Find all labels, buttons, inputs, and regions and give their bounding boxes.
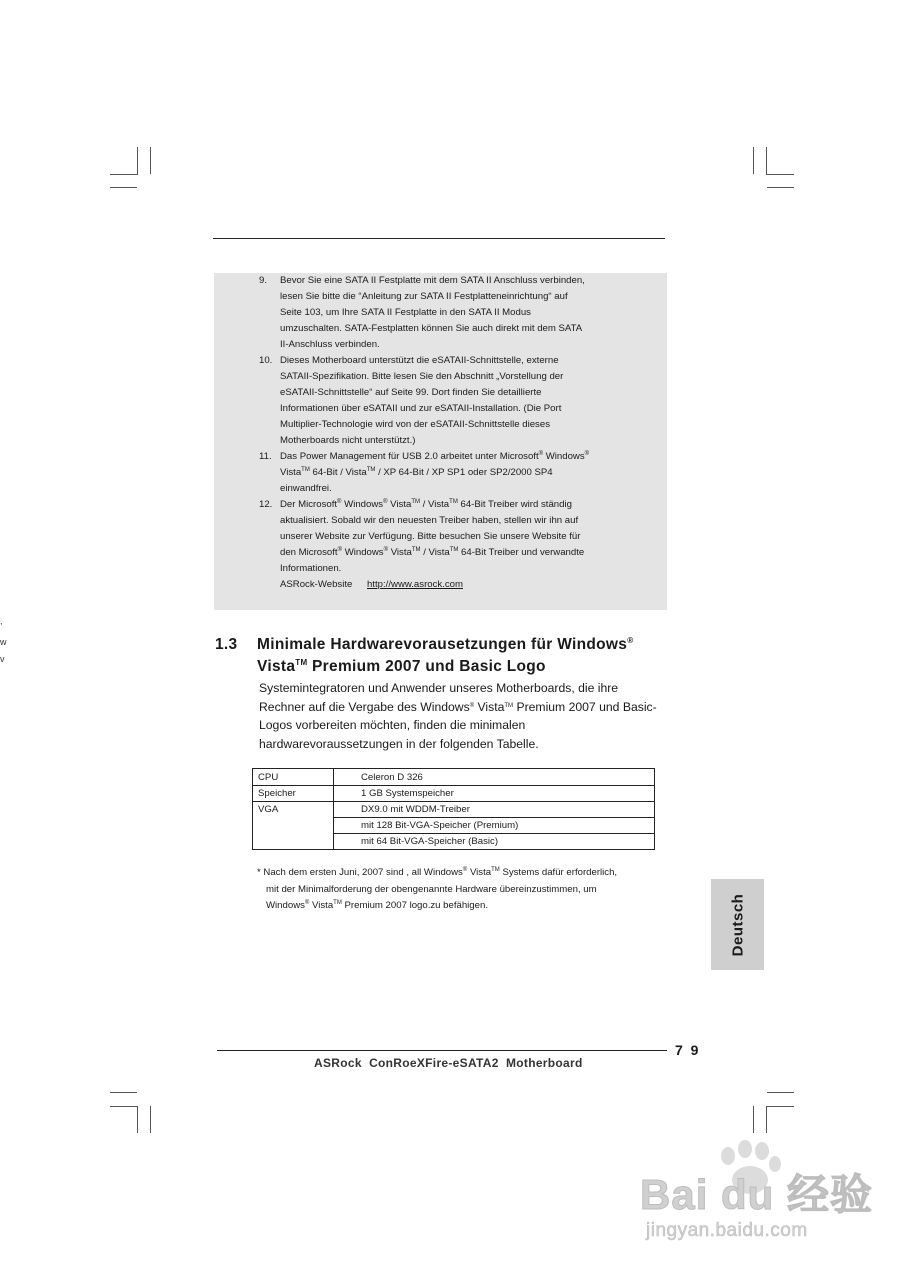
table-cell-value: 1 GB Systemspeicher [361,788,454,799]
note-line: aktualisiert. Sobald wir den neuesten Treiber haben, stellen wir ihn auf [280,515,579,526]
footnote-line: mit der Minimalforderung der obengenannte Hardware übereinzustimmen, um [266,883,597,895]
watermark-brand: Bai du 经验 [640,1171,874,1218]
footer-rule [217,1050,667,1051]
note-line: SATAII-Spezifikation. Bitte lesen Sie den Abschnitt „Vorstellung der [280,371,564,382]
footnote-line: Windows® Vista™ Premium 2007 logo.zu befähigen. [266,900,488,911]
note-number: 11. [259,451,272,462]
crop-mark [753,147,754,174]
table-cell-value: mit 128 Bit-VGA-Speicher (Premium) [361,820,519,831]
crop-mark [110,1106,138,1107]
crop-mark [766,1106,767,1133]
table-cell-component: CPU [258,772,279,783]
note-line: lesen Sie bitte die “Anleitung zur SATA II Festplatteneinrichtung“ auf [280,291,568,302]
paragraph-line: Logos vorbereiten möchten, finden die minimalen [259,718,526,733]
table-divider [253,785,654,786]
table-cell-value: mit 64 Bit-VGA-Speicher (Basic) [361,836,499,847]
crop-mark [766,174,794,175]
edge-mark: w [0,637,7,647]
intro-paragraph [259,679,667,753]
note-line: Informationen über eSATAII und zur eSATAII-Installation. (Die Port [280,403,562,414]
notes-list [259,273,631,593]
section-title-line: Vista™ Premium 2007 und Basic Logo [257,658,546,675]
note-line: Seite 103, um Ihre SATA II Festplatte in den SATA II Modus [280,307,531,318]
table-cell-value: Celeron D 326 [361,772,423,783]
crop-mark [150,1106,151,1133]
header-rule [213,238,665,239]
table-divider [333,769,334,849]
note-item [259,273,631,353]
section-title-line: Minimale Hardwarevorausetzungen für Windows® [257,636,634,653]
table-cell-component: VGA [258,804,279,815]
note-line: Bevor Sie eine SATA II Festplatte mit dem SATA II Anschluss verbinden, [280,275,585,286]
website-link[interactable]: http://www.asrock.com [367,579,463,590]
website-label: ASRock-Website [280,579,353,590]
note-line: eSATAII-Schnittstelle“ auf Seite 99. Dort finden Sie detaillierte [280,387,542,398]
note-number: 10. [259,355,273,366]
crop-mark [766,147,767,174]
note-item [259,449,631,497]
crop-mark [110,187,137,188]
table-cell-value: DX9.0 mit WDDM-Treiber [361,804,470,815]
note-line: unserer Website zur Verfügung. Bitte besuchen Sie unsere Website für [280,531,581,542]
footnote-line: * Nach dem ersten Juni, 2007 sind , all Windows® Vista™ Systems dafür erforderlich, [257,867,618,878]
footnote [257,865,677,915]
table-divider [253,801,654,802]
section-number: 1.3 [215,636,238,653]
note-line: Multiplier-Technologie wird von der eSATAII-Schnittstelle dieses [280,419,550,430]
table-divider [333,833,654,834]
language-tab [711,879,764,970]
note-line: II-Anschluss verbinden. [280,339,380,350]
crop-mark [110,1092,137,1093]
edge-mark: , [0,616,3,626]
paragraph-line: hardwarevoraussetzungen in der folgenden Tabelle. [259,736,539,751]
crop-mark [150,147,151,174]
note-line: umzuschalten. SATA-Festplatten können Sie auch direkt mit dem SATA [280,323,583,334]
crop-mark [753,1106,754,1133]
crop-mark [767,187,794,188]
note-line: einwandfrei. [280,483,332,494]
crop-mark [767,1092,794,1093]
crop-mark [110,174,138,175]
footer-title: ASRock ConRoeXFire-eSATA2 Motherboard [314,1056,583,1070]
watermark-url: jingyan.baidu.com [646,1220,808,1241]
note-item [259,497,631,593]
language-tab-label: Deutsch [729,893,746,956]
note-line: Informationen. [280,563,342,574]
table-cell-component: Speicher [258,788,296,799]
paragraph-line: Rechner auf die Vergabe des Windows® Vista™ Premium 2007 und Basic- [259,699,657,714]
note-line: Vista™ 64-Bit / Vista™ / XP 64-Bit / XP SP1 oder SP2/2000 SP4 [280,467,553,478]
note-item [259,353,631,449]
note-number: 12. [259,499,273,510]
edge-mark: v [0,654,5,664]
note-line: Dieses Motherboard unterstützt die eSATAII-Schnittstelle, externe [280,355,559,366]
page-number: 7 9 [675,1042,701,1058]
crop-mark [766,1106,794,1107]
note-line: den Microsoft® Windows® Vista™ / Vista™ 64-Bit Treiber und verwandte [280,547,585,558]
table-divider [333,817,654,818]
crop-mark [137,147,138,174]
note-number: 9. [259,275,268,286]
website-line [280,577,631,593]
crop-mark [137,1106,138,1133]
note-line: Das Power Management für USB 2.0 arbeitet unter Microsoft® Windows® [280,451,590,462]
paragraph-line: Systemintegratoren und Anwender unseres Motherboards, die ihre [259,681,619,695]
requirements-table [252,768,655,850]
note-line: Motherboards nicht unterstützt.) [280,435,416,446]
watermark [640,1140,880,1250]
note-line: Der Microsoft® Windows® Vista™ / Vista™ 64-Bit Treiber wird ständig [280,499,572,510]
